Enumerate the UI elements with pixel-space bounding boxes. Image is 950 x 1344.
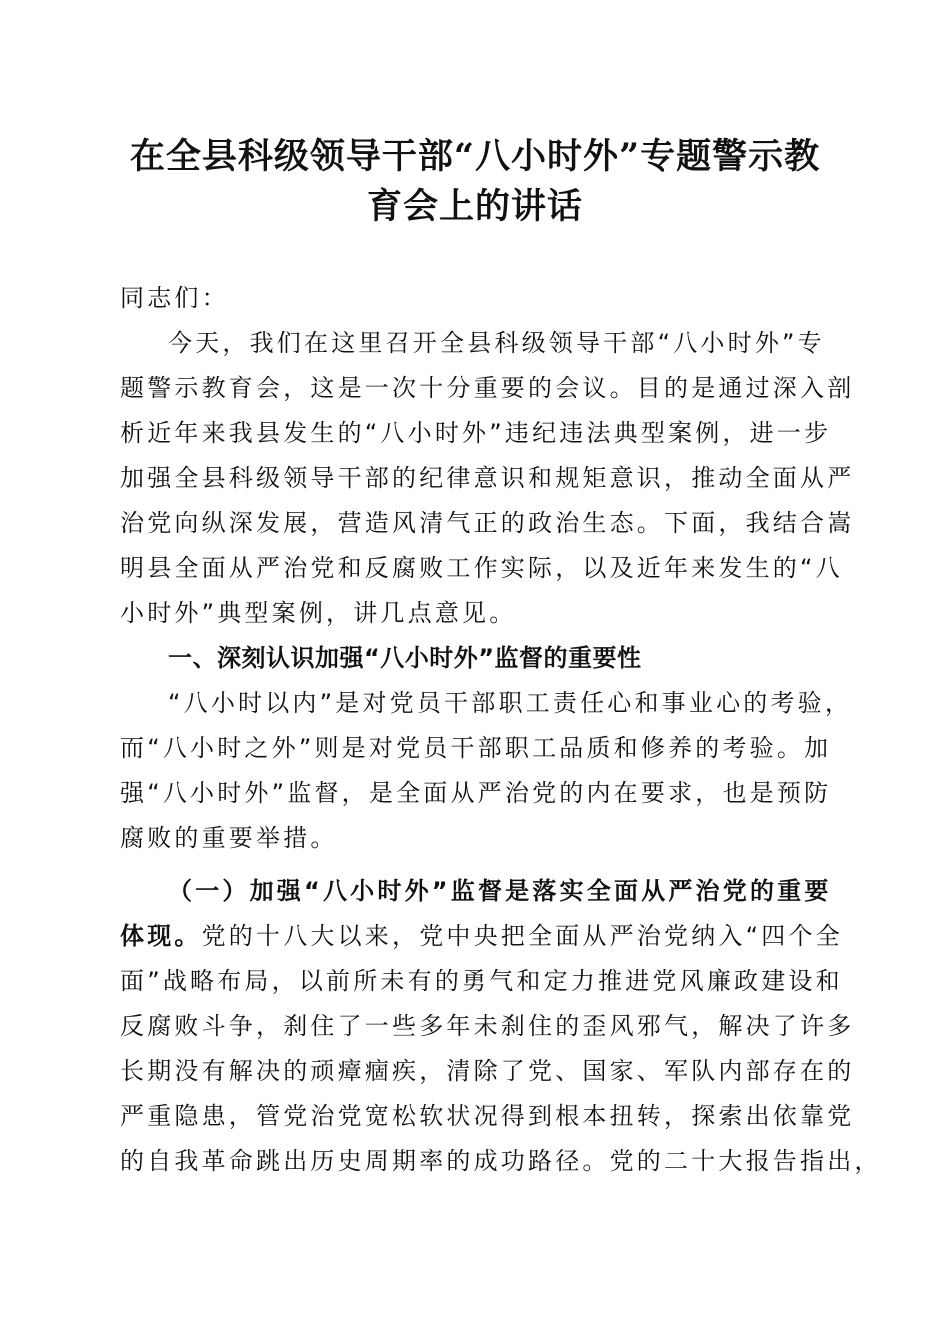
paragraph-line: 今天，我们在这里召开全县科级领导干部“八小时外”专 (168, 329, 825, 357)
title-line-1: 在全县科级领导干部“八小时外”专题警示教 (129, 136, 821, 177)
paragraph-line: 腐败的重要举措。 (120, 824, 338, 852)
paragraph-line: 治党向纵深发展，营造风清气正的政治生态。下面，我结合嵩 (120, 509, 855, 537)
paragraph-line: 小时外”典型案例，讲几点意见。 (120, 599, 517, 627)
document-body (120, 276, 882, 1184)
section-heading-1: 一、深刻认识加强“八小时外”监督的重要性 (168, 644, 642, 672)
document-title (110, 132, 840, 232)
paragraph-line: 明县全面从严治党和反腐败工作实际，以及近年来发生的“八 (120, 554, 843, 582)
paragraph-line: 的自我革命跳出历史周期率的成功路径。党的二十大报告指出， (120, 1147, 882, 1175)
subsection-heading-end: 体现。 (120, 922, 202, 950)
paragraph-line: 强“八小时外”监督，是全面从严治党的内在要求，也是预防 (120, 779, 832, 807)
paragraph-line: 而“八小时之外”则是对党员干部职工品质和修养的考验。加 (120, 734, 832, 762)
paragraph-line: 反腐败斗争，刹住了一些多年未刹住的歪风邪气，解决了许多 (120, 1012, 855, 1040)
paragraph-line: 加强全县科级领导干部的纪律意识和规矩意识，推动全面从严 (120, 464, 855, 492)
paragraph-2 (120, 681, 853, 861)
subsection-heading: （一）加强“八小时外”监督是落实全面从严治党的重要 (168, 877, 832, 905)
paragraph-line: 题警示教育会，这是一次十分重要的会议。目的是通过深入剖 (120, 374, 855, 402)
paragraph-line: 严重隐患，管党治党宽松软状况得到根本扭转，探索出依靠党 (120, 1102, 855, 1130)
paragraph-line (120, 914, 843, 959)
paragraph-line: 长期没有解决的顽瘴痼疾，清除了党、国家、军队内部存在的 (120, 1057, 855, 1085)
paragraph-line: 析近年来我县发生的“八小时外”违纪违法典型案例，进一步 (120, 419, 832, 447)
paragraph-1 (120, 321, 855, 636)
paragraph-3 (120, 869, 882, 1184)
title-line-2: 育会上的讲话 (366, 186, 583, 227)
salutation: 同志们： (120, 284, 229, 312)
paragraph-text: 党的十八大以来，党中央把全面从严治党纳入“四个全 (201, 922, 843, 950)
paragraph-line: “八小时以内”是对党员干部职工责任心和事业心的考验， (168, 689, 853, 717)
paragraph-line: 面”战略布局，以前所未有的勇气和定力推进党风廉政建设和 (120, 967, 843, 995)
